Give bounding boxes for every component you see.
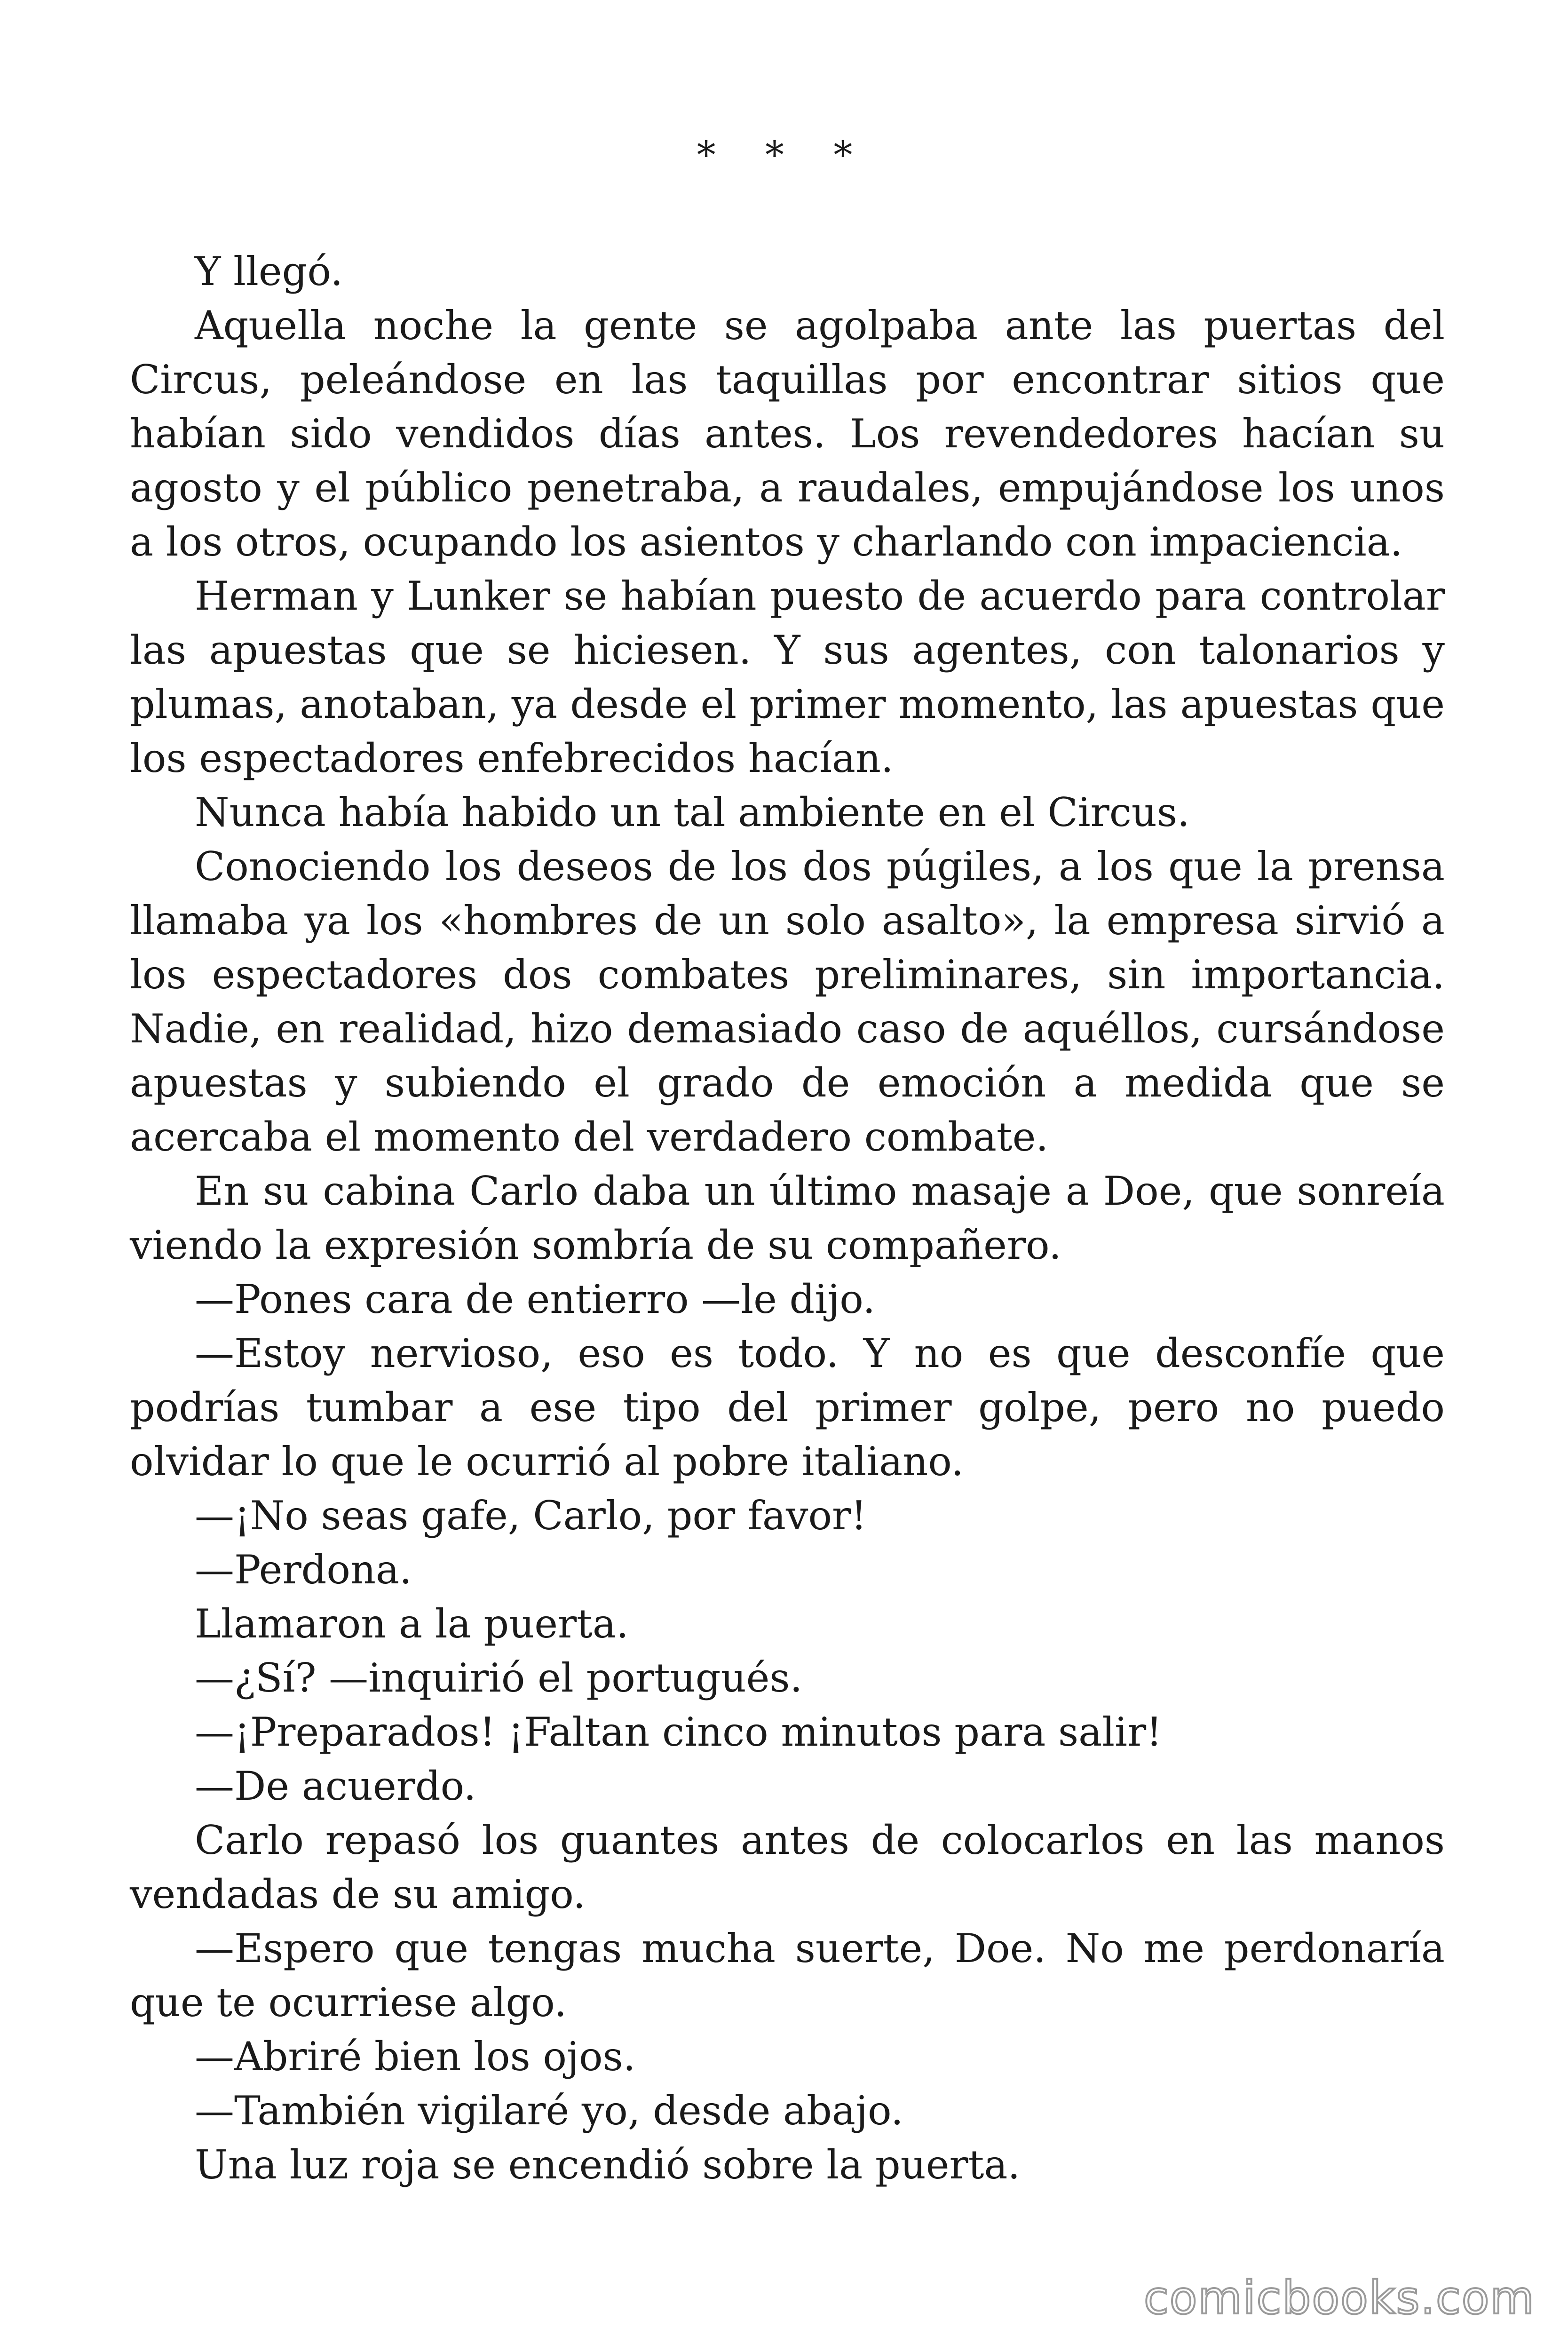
paragraph: —Perdona. (195, 1547, 412, 1593)
section-separator: * * * (697, 133, 871, 177)
paragraph: Una luz roja se encendió sobre la puerta. (195, 2142, 1021, 2188)
paragraph: Aquella noche la gente se agolpaba ante las puertas del Circus, peleándose en las taquillas por encontrar sitios que habían sido vendidos días antes. Los revendedores hacían su agosto y el público penetraba, a raudales, empujándose los unos a los otros, ocupando los asientos y charlando con impaciencia. (130, 302, 1445, 565)
paragraph: —¿Sí? —inquirió el portugués. (195, 1655, 803, 1701)
watermark: comicbooks.com (1143, 2272, 1535, 2324)
paragraph: Conociendo los deseos de los dos púgiles, a los que la prensa llamaba ya los «hombres de un solo asalto», la empresa sirvió a los espectadores dos combates preliminares, sin importancia. Nadie, en realidad, hizo demasiado caso de aquéllos, cursándose apuestas y subiendo el grado de emoción a medida que se acercaba el momento del verdadero combate. (130, 843, 1445, 1160)
paragraph: Nunca había habido un tal ambiente en el Circus. (195, 789, 1190, 835)
paragraph: Herman y Lunker se habían puesto de acuerdo para controlar las apuestas que se hiciesen. Y sus agentes, con talonarios y plumas, anotaban, ya desde el primer momento, las apuestas que los espectadores enfebrecidos hacían. (130, 573, 1445, 781)
paragraph: —De acuerdo. (195, 1763, 476, 1809)
paragraph: —¡No seas gafe, Carlo, por favor! (195, 1493, 867, 1539)
paragraph: Carlo repasó los guantes antes de colocarlos en las manos vendadas de su amigo. (130, 1817, 1445, 1917)
body-text (130, 245, 1445, 2192)
paragraph: —¡Preparados! ¡Faltan cinco minutos para salir! (195, 1709, 1162, 1755)
paragraph: Llamaron a la puerta. (195, 1601, 629, 1647)
paragraph: En su cabina Carlo daba un último masaje a Doe, que sonreía viendo la expresión sombría de su compañero. (130, 1168, 1445, 1268)
paragraph: —Espero que tengas mucha suerte, Doe. No me perdonaría que te ocurriese algo. (130, 1925, 1445, 2026)
paragraph: —Pones cara de entierro —le dijo. (195, 1276, 876, 1322)
paragraph: —Estoy nervioso, eso es todo. Y no es que desconfíe que podrías tumbar a ese tipo del primer golpe, pero no puedo olvidar lo que le ocurrió al pobre italiano. (130, 1330, 1445, 1485)
paragraph: Y llegó. (195, 248, 343, 294)
paragraph: —También vigilaré yo, desde abajo. (195, 2088, 903, 2134)
paragraph: —Abriré bien los ojos. (195, 2034, 636, 2080)
